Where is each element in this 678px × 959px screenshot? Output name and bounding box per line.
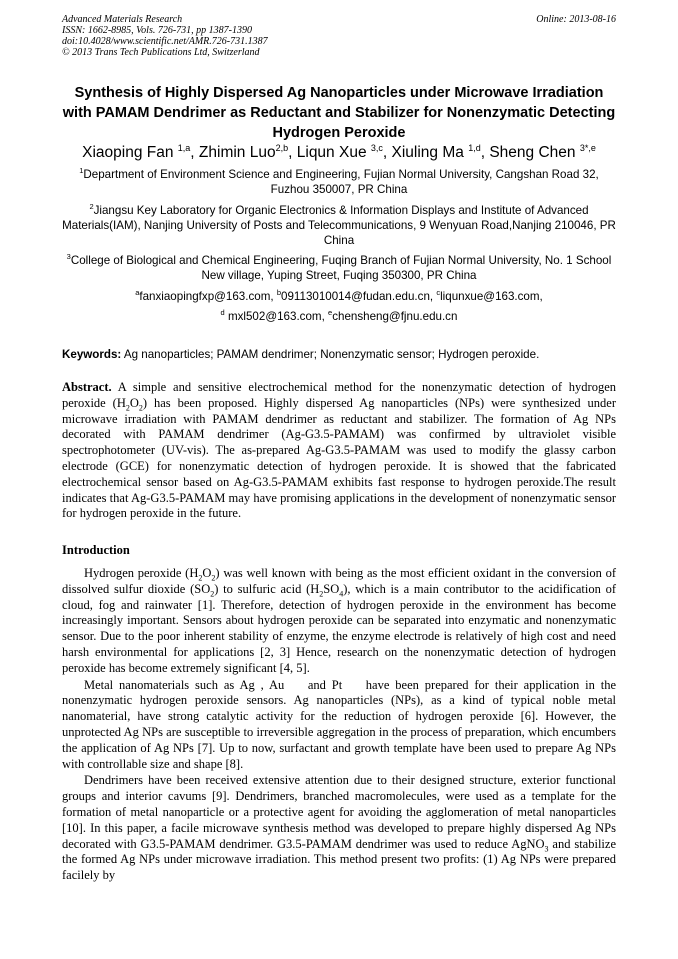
introduction-body	[62, 566, 620, 884]
affiliation-sup: 1	[79, 166, 84, 176]
email-sup: d	[220, 308, 225, 318]
paragraph: Hydrogen peroxide $(H_2O_2)$ was well known with being as the most efficient oxidant in the conversion of dissolved sulfur dioxide $(SO_2)$ to sulfuric acid $(H_2SO_4)$, which is a main contributor to the acidification of cloud, fog and rainwater [1]. Therefore, detection of hydrogen peroxide in the environment has become increasingly important. Sensors about hydrogen peroxide can be separated into enzymatic and nonenzymatic sensor. Due to the poor inherent stability of enzyme, the enzyme electrode is relatively of high cost and need harsh environmental for applications [2, 3] Hence, research on the nonenzymatic detection of hydrogen peroxide has become extremely significant [4, 5].	[62, 566, 617, 675]
subscript: 4	[339, 589, 344, 599]
email-link[interactable]: 09113010014@fudan.edu.cn	[281, 290, 430, 303]
subscript: 2	[210, 589, 215, 599]
author-sup: 3,c	[370, 142, 383, 153]
subscript: 2	[198, 573, 203, 583]
keywords	[62, 347, 616, 362]
email-sup: b	[276, 288, 282, 298]
doi-line: doi:10.4028/www.scientific.net/AMR.726-731.1387	[62, 36, 268, 47]
abstract-text: A simple and sensitive electrochemical method for the nonenzymatic detection of hydrogen peroxide (H	[62, 380, 616, 410]
journal-header	[62, 14, 268, 58]
copyright-line: © 2013 Trans Tech Publications Ltd, Switzerland	[62, 47, 260, 58]
subscript: 2	[125, 403, 130, 413]
subscript: 2	[211, 573, 216, 583]
paragraph: Metal nanomaterials such as Ag , Au and Pt have been prepared for their application in the nonenzymatic hydrogen peroxide sensors. Ag nanoparticles (NPs), as a kind of typical noble metal nanomaterial, have strong catalytic activity for the reduction of hydrogen peroxide [6]. However, the unprotected Ag NPs are susceptible to irreversible aggregation in the process of preparation, which encumbers the application of Ag NPs [7]. Up to now, surfactant and growth template have been used to prepare Ag NPs with controllable size and shape [8].	[62, 677, 620, 771]
email-sup: a	[135, 288, 140, 298]
abstract-text: ) has been proposed. Highly dispersed Ag nanoparticles (NPs) were synthesized under microwave irradiation with PAMAM dendrimer as reductant and stabilizer. The formation of Ag NPs decorated with PAMAM dendrimer (Ag-G3.5-PAMAM) was confirmed by ultraviolet visible spectrophotometer (UV-vis). The as-prepared Ag-G3.5-PAMAM was used to modify the glassy carbon electrode (GCE) for nonenzymatic detection of hydrogen peroxide. It is showed that the fabricated electrochemical sensor based on Ag-G3.5-PAMAM exhibits fast response to hydrogen peroxide.The result indicates that Ag-G3.5-PAMAM may have promising applications in the development of nonenzymatic sensor for hydrogen peroxide in the future.	[62, 395, 617, 521]
paragraph	[62, 773, 616, 884]
paragraph-text: ) was well known with being as the most efficient oxidant in the conversion of dissolved sulfur dioxide (SO	[62, 566, 616, 596]
abstract: Abstract. A simple and sensitive electrochemical method for the nonenzymatic detection of hydrogen peroxide $(H_2O_2)$ has been proposed. Highly dispersed Ag nanoparticles (NPs) were synthesized under microwave irradiation with PAMAM dendrimer as reductant and stabilizer. The formation of Ag NPs decorated with PAMAM dendrimer (Ag-G3.5-PAMAM) was confirmed by ultraviolet visible spectrophotometer (UV-vis). The as-prepared Ag-G3.5-PAMAM was used to modify the glassy carbon electrode (GCE) for nonenzymatic detection of hydrogen peroxide. It is showed that the fabricated electrochemical sensor based on Ag-G3.5-PAMAM exhibits fast response to hydrogen peroxide.The result indicates that Ag-G3.5-PAMAM may have promising applications in the development of nonenzymatic sensor for hydrogen peroxide in the future.	[62, 380, 617, 521]
email-sup: e	[328, 308, 333, 318]
author-sup: 2,b	[275, 142, 289, 153]
subscript: 2	[319, 589, 324, 599]
affiliation-2	[62, 203, 616, 248]
affiliation-text: College of Biological and Chemical Engineering, Fuqing Branch of Fujian Normal University, No. 1 School New village, Yuping Street, Fuqing 350300, PR China	[70, 254, 612, 282]
author-sup: 3*,e	[579, 142, 596, 153]
journal-name: Advanced Materials Research	[62, 14, 183, 25]
abstract-label: Abstract.	[62, 380, 112, 394]
paragraph-text: SO	[323, 581, 340, 596]
author-name: Xiaoping Fan	[82, 144, 174, 161]
email-link[interactable]: fanxiaopingfxp@163.com	[139, 290, 271, 303]
issn-line: ISSN: 1662-8985, Vols. 726-731, pp 1387-1390	[62, 25, 252, 36]
email-line-1: $^a$fanxiaopingfxp@163.com, $^b$09113010014@fudan.edu.cn, $^c$liqunxue@163.com,	[135, 288, 543, 303]
paragraph-text: Hydrogen peroxide (H	[84, 566, 199, 580]
author-sup: 1,a	[177, 142, 191, 153]
affiliation-sup: 3	[66, 252, 71, 262]
author-name: Liqun Xue	[296, 144, 367, 161]
introduction-heading: Introduction	[62, 543, 130, 557]
paragraph-text: Dendrimers have been received extensive attention due to their designed structure, exterior functional groups and interior cavums [9]. Dendrimers, branched macromolecules, were used as a template for the formation of metal nanoparticle or a protective agent for avoiding the agglomeration of metal nanoparticles [10]. In this paper, a facile microwave synthesis method was developed to prepare highly dispersed Ag NPs decorated with G3.5-PAMAM dendrimer. G3.5-PAMAM dendrimer was used to reduce AgNO	[62, 773, 616, 851]
affiliation-text: Jiangsu Key Laboratory for Organic Electronics & Information Displays and Institute of Advanced Materials(IAM), Nanjing University of Posts and Telecommunications, 9 Wenyuan Road,Nanjing 210046, PR China	[62, 204, 616, 247]
online-date: Online: 2013-08-16	[536, 14, 616, 25]
paragraph-text: ) to sulfuric acid (H	[214, 581, 320, 596]
email-link[interactable]: mxl502@163.com	[227, 310, 322, 323]
email-sup: c	[436, 288, 441, 298]
paper-title: Synthesis of Highly Dispersed Ag Nanoparticles under Microwave Irradiation with PAMAM Dendrimer as Reductant and Stabilizer for Nonenzymatic Detecting Hydrogen Peroxide	[62, 85, 616, 141]
email-line-2: $^d$ mxl502@163.com, $^e$chensheng@fjnu.edu.cn	[220, 308, 458, 323]
keywords-text: Ag nanoparticles; PAMAM dendrimer; Nonenzymatic sensor; Hydrogen peroxide.	[123, 348, 540, 361]
affiliation-3	[62, 253, 616, 283]
subscript: 3	[544, 844, 549, 854]
affiliation-text: Department of Environment Science and Engineering, Fujian Normal University, Cangshan Road 32, Fuzhou 350007, PR China	[83, 168, 599, 196]
email-link[interactable]: liqunxue@163.com	[440, 290, 540, 303]
email-link[interactable]: chensheng@fjnu.edu.cn	[332, 310, 458, 323]
affiliation-1	[62, 167, 616, 197]
author-sup: 1,d	[468, 142, 481, 153]
paragraph-text: and stabilize the formed Ag NPs under microwave irradiation. This method present two profits: (1) Ag NPs were prepared facilely by	[62, 836, 616, 883]
author-name: Xiuling Ma	[391, 144, 464, 161]
paragraph-text: ), which is a main contributor to the acidification of cloud, fog and rainwater [1]. Therefore, detection of hydrogen peroxide in the environment has become increasingly important. Sensors about hydrogen peroxide can be separated into enzymatic and nonenzymatic sensor. Due to the poor inherent stability of enzyme, the enzyme electrode is relatively of high cost and need harsh environmental for applications [2, 3] Hence, research on the nonenzymatic detection of hydrogen peroxide has become extremely significant [4, 5].	[62, 581, 617, 675]
affiliation-sup: 2	[89, 202, 94, 212]
keywords-label: Keywords:	[62, 348, 122, 361]
author-name: Sheng Chen	[489, 144, 576, 161]
author-name: Zhimin Luo	[198, 144, 276, 161]
author-list: Xiaoping Fan $^{1,a}$, Zhimin Luo$^{2,b}$, Liqun Xue $^{3,c}$, Xiuling Ma $^{1,d}$, Sheng Chen $^{3*,e}$	[82, 142, 596, 161]
subscript: 2	[138, 403, 143, 413]
